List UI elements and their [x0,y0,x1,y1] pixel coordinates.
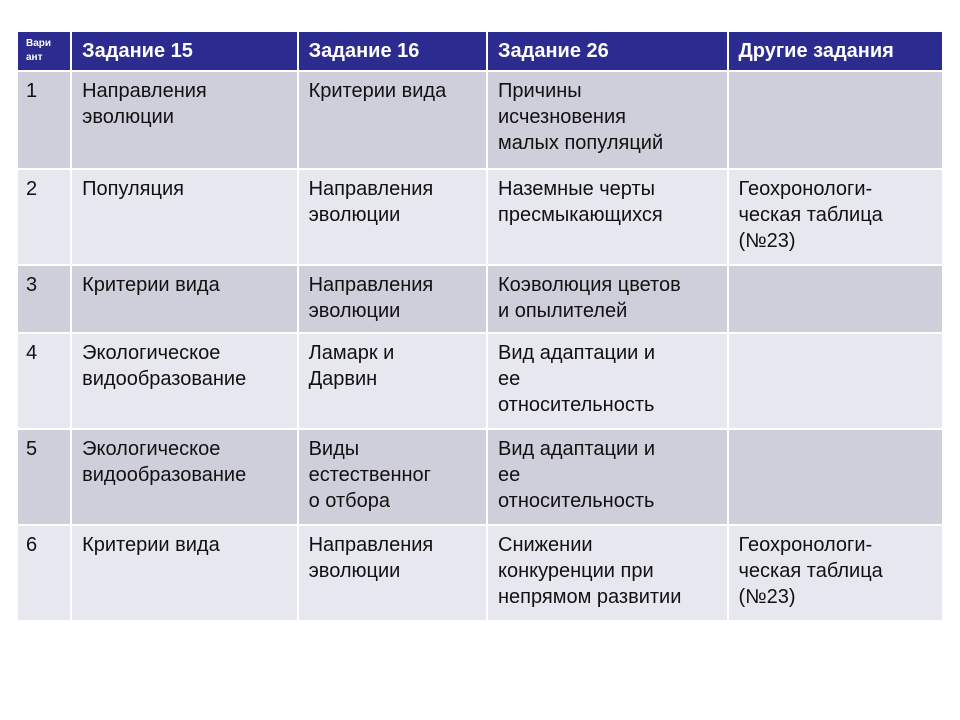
cell-other-tasks: Геохронологи- ческая таблица (№23) [729,526,942,620]
cell-task-26: Вид адаптации и ее относительность [488,334,727,428]
cell-task-26: Вид адаптации и ее относительность [488,430,727,524]
cell-other-tasks [729,430,942,524]
tasks-table [16,30,944,622]
cell-task-26: Коэволюция цветов и опылителей [488,266,727,332]
cell-task-16: Ламарк и Дарвин [299,334,486,428]
cell-other-tasks [729,72,942,168]
header-task-16: Задание 16 [299,32,486,70]
table-row [18,526,942,620]
header-row [18,32,942,70]
cell-variant: 4 [18,334,70,428]
cell-task-16: Направления эволюции [299,266,486,332]
cell-variant: 5 [18,430,70,524]
table-row [18,72,942,168]
header-other-tasks: Другие задания [729,32,942,70]
cell-task-15: Экологическое видообразование [72,334,296,428]
table-body [18,72,942,620]
table-row [18,170,942,264]
cell-task-26: Снижении конкуренции при непрямом развитии [488,526,727,620]
cell-other-tasks [729,266,942,332]
cell-variant: 6 [18,526,70,620]
header-task-26: Задание 26 [488,32,727,70]
cell-task-16: Критерии вида [299,72,486,168]
cell-task-16: Направления эволюции [299,526,486,620]
cell-other-tasks [729,334,942,428]
cell-task-16: Направления эволюции [299,170,486,264]
cell-other-tasks: Геохронологи- ческая таблица (№23) [729,170,942,264]
cell-task-16: Виды естественног о отбора [299,430,486,524]
table-row [18,266,942,332]
cell-task-26: Причины исчезновения малых популяций [488,72,727,168]
table-header [18,32,942,70]
header-task-15: Задание 15 [72,32,296,70]
table-row [18,334,942,428]
cell-variant: 3 [18,266,70,332]
header-variant: Вари ант [18,32,70,70]
cell-task-15: Популяция [72,170,296,264]
cell-task-26: Наземные черты пресмыкающихся [488,170,727,264]
cell-task-15: Критерии вида [72,266,296,332]
cell-variant: 2 [18,170,70,264]
cell-variant: 1 [18,72,70,168]
cell-task-15: Направления эволюции [72,72,296,168]
cell-task-15: Критерии вида [72,526,296,620]
table-row [18,430,942,524]
cell-task-15: Экологическое видообразование [72,430,296,524]
